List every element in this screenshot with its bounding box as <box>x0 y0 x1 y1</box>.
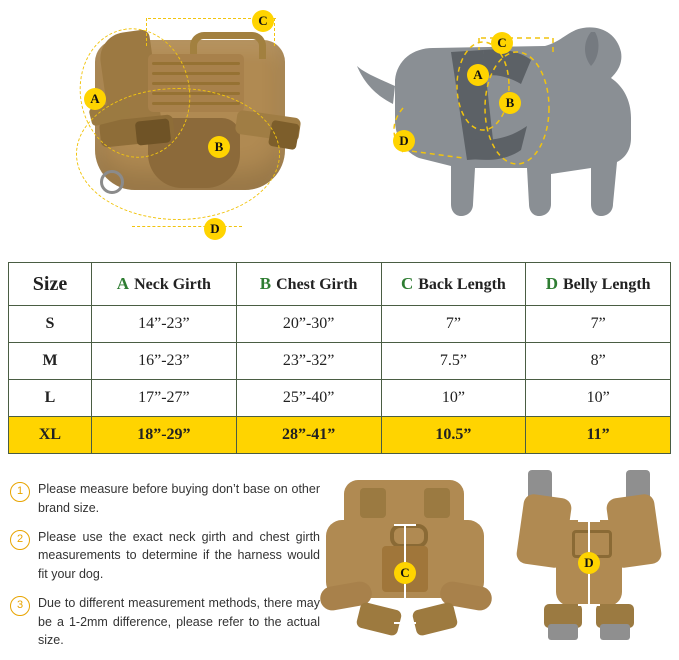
front-view-measure-cap-bottom <box>578 604 600 606</box>
cell-neck: 16”-23” <box>92 343 237 380</box>
cell-chest: 28”-41” <box>236 417 381 454</box>
header-neck-label: Neck Girth <box>134 276 211 293</box>
back-length-guide-tick <box>274 18 275 46</box>
cell-chest: 20”-30” <box>236 306 381 343</box>
illustration-area <box>0 0 679 245</box>
note-text: Please measure before buying don’t base on other brand size. <box>38 482 320 515</box>
cell-size: XL <box>9 417 92 454</box>
back-length-guide-tick <box>146 18 147 46</box>
cell-size: M <box>9 343 92 380</box>
marker-b: B <box>208 136 230 158</box>
bottom-product-views <box>320 470 675 645</box>
header-back-length <box>381 263 526 306</box>
note-number: 3 <box>10 596 30 616</box>
notes-list <box>10 480 320 660</box>
bottom-marker-c: C <box>394 562 416 584</box>
front-view-left-strap-end <box>548 624 578 640</box>
top-view-handle <box>390 524 428 548</box>
header-back-letter: C <box>400 274 414 293</box>
dog-marker-d: D <box>393 130 415 152</box>
cell-belly: 11” <box>526 417 671 454</box>
table-header-row <box>9 263 671 306</box>
table-row <box>9 343 671 380</box>
dog-diagram <box>355 8 665 236</box>
dog-marker-a: A <box>467 64 489 86</box>
note-item <box>10 528 320 584</box>
front-view-measure-cap-top <box>578 520 600 522</box>
cell-back: 10.5” <box>381 417 526 454</box>
note-item <box>10 594 320 650</box>
top-view-left-tab <box>360 488 386 518</box>
top-view-right-leg <box>411 601 458 636</box>
header-chest-label: Chest Girth <box>276 276 358 293</box>
header-back-label: Back Length <box>418 276 506 293</box>
header-chest-girth <box>236 263 381 306</box>
cell-size: S <box>9 306 92 343</box>
header-belly-letter: D <box>545 274 558 293</box>
harness-top-view <box>320 480 495 640</box>
header-belly-length <box>526 263 671 306</box>
cell-chest: 23”-32” <box>236 343 381 380</box>
cell-back: 7.5” <box>381 343 526 380</box>
header-size-label: Size <box>32 272 68 295</box>
bottom-marker-d: D <box>578 552 600 574</box>
cell-size: L <box>9 380 92 417</box>
cell-neck: 14”-23” <box>92 306 237 343</box>
marker-c: C <box>252 10 274 32</box>
harness-product-image <box>40 10 340 235</box>
chest-girth-guide <box>76 88 280 220</box>
cell-neck: 17”-27” <box>92 380 237 417</box>
dog-tail <box>357 66 395 104</box>
cell-chest: 25”-40” <box>236 380 381 417</box>
header-neck-girth <box>92 263 237 306</box>
header-belly-label: Belly Length <box>562 276 651 293</box>
note-text: Due to different measurement methods, there may be a 1-2mm difference, please refer to the actual size. <box>38 595 320 648</box>
header-chest-letter: B <box>259 274 272 293</box>
top-view-measure-cap-bottom <box>394 622 416 624</box>
dog-marker-b: B <box>499 92 521 114</box>
cell-back: 7” <box>381 306 526 343</box>
size-chart-table-wrapper <box>8 262 671 454</box>
note-number: 2 <box>10 530 30 550</box>
cell-belly: 8” <box>526 343 671 380</box>
table-row <box>9 306 671 343</box>
note-item <box>10 480 320 518</box>
marker-a: A <box>84 88 106 110</box>
top-view-right-tab <box>424 488 450 518</box>
cell-belly: 7” <box>526 306 671 343</box>
dog-marker-c: C <box>491 32 513 54</box>
header-size <box>9 263 92 306</box>
size-chart-table <box>8 262 671 454</box>
cell-neck: 18”-29” <box>92 417 237 454</box>
cell-back: 10” <box>381 380 526 417</box>
harness-front-view <box>510 470 675 642</box>
top-view-measure-cap-top <box>394 524 416 526</box>
table-row-highlighted <box>9 417 671 454</box>
table-row <box>9 380 671 417</box>
top-view-left-leg <box>355 601 402 636</box>
note-text: Please use the exact neck girth and chest girth measurements to determine if the harness would fit your dog. <box>38 529 320 581</box>
header-neck-letter: A <box>116 274 130 293</box>
note-number: 1 <box>10 482 30 502</box>
marker-d: D <box>204 218 226 240</box>
cell-belly: 10” <box>526 380 671 417</box>
front-view-right-strap-end <box>600 624 630 640</box>
